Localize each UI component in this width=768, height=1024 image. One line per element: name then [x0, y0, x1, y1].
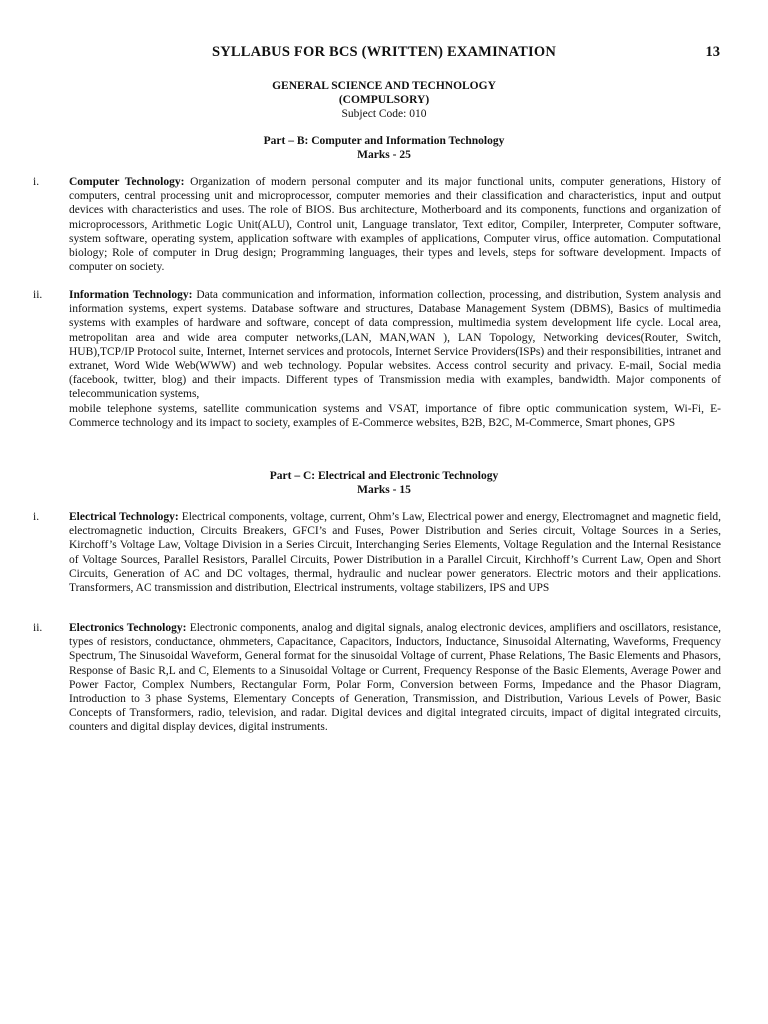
- list-marker: i.: [33, 511, 40, 523]
- part-b-title: Part – B: Computer and Information Technology: [263, 135, 505, 147]
- list-marker: ii.: [33, 289, 43, 301]
- section-term: Information Technology:: [69, 289, 193, 301]
- section-text: Electronic components, analog and digital signals, analog electronic devices, amplifiers and oscillators, resistance, types of resistors, conductance, ohmmeters, Capacitance, Capacitors, Inductors, Inductance, Sinusoidal Alternating, Waveforms, Frequency Spectrum, The Sinusoidal Waveform, General format for the sinusoidal Voltage of current, Phase Relations, The Basic Elements and Phasors, Response of Basic R,L and C, Elements to a Sinusoidal Voltage or Current, Frequency Response of the Basic Elements, Average Power and Power Factor, Complex Numbers, Rectangular Form, Polar Form, Conversion between Forms, Impedance and the Phasor Diagram, Introduction to 3 phase Systems, Elementary Concepts of Generation, Transmission, and Distribution, Various Levels of Power, Basic Concepts of Transformers, radio, television, and radar. Digital devices and digital integrated circuits, impact of digital integrated circuits, counters and digital display devices, digital instruments.: [69, 622, 721, 734]
- part-c-heading: [0, 469, 768, 497]
- section-text: Data communication and information, information collection, processing, and distribution, System analysis and information systems, expert systems. Database software and structures, Database Management System (DBMS), Basics of multimedia systems with examples of hardware and software, concept of data compression, multimedia system development life cycle. Local area, metropolitan area and wide area computer networks,(LAN, MAN,WAN ), LAN Topology, Networking devices(Router, Switch, HUB),TCP/IP Protocol suite, Internet, Internet services and protocols, Internet Service Providers(ISPs) and their responsibilities, intranet and extranet, Word Wide Web(WWW) and web technology. Popular websites. Access control security and privacy. E-mail, Social media (facebook, twitter, blog) and their impacts. Different types of Transmission media with examples, bandwidth. Major components of telecommunication systems,: [69, 289, 721, 401]
- document-title: SYLLABUS FOR BCS (WRITTEN) EXAMINATION: [211, 44, 557, 60]
- section-paragraph: [69, 288, 721, 402]
- page-header: [0, 44, 768, 64]
- section-paragraph: [69, 621, 721, 735]
- section-term: Computer Technology:: [69, 176, 185, 188]
- electronics-technology-section: [33, 621, 721, 735]
- section-term: Electronics Technology:: [69, 622, 187, 634]
- subject-heading: [0, 79, 768, 121]
- subject-subtitle: (COMPULSORY): [338, 94, 430, 106]
- section-text: Organization of modern personal computer and its major functional units, computer generations, History of computers, central processing unit and microprocessor, computer memories and their classification and characteristics, input and output devices with characteristics and uses. The role of BIOS. Bus architecture, Motherboard and its components, functions and organization of microprocessors, Arithmetic Logic Unit(ALU), Control unit, Language translator, Text editor, Compiler, Interpreter, Computer software, system software, operating system, application software with examples of applications, Computer virus, office automation. Computational biology; Role of computer in Drug design; Programming languages, their types and levels, steps for software development. Impacts of computer on society.: [69, 176, 721, 274]
- section-paragraph: [69, 175, 721, 274]
- part-c-marks: Marks - 15: [357, 484, 411, 496]
- computer-technology-section: [33, 175, 721, 274]
- part-b-heading: [0, 134, 768, 162]
- section-paragraph-continued: mobile telephone systems, satellite communication systems and VSAT, importance of fibre optic communication system, Wi-Fi, E-Commerce technology and its impact to society, examples of E-Commerce websites, B2B, B2C, M-Commerce, Smart phones, GPS: [69, 402, 721, 429]
- section-paragraph: [69, 510, 721, 595]
- subject-code: Subject Code: 010: [341, 108, 427, 120]
- section-text: Electrical components, voltage, current, Ohm’s Law, Electrical power and energy, Electromagnet and magnetic field, electromagnetic induction, Circuits Breakers, GFCI’s and Fuses, Power Distribution and Series circuit, Voltage Sources in a Series, Kirchoff’s Voltage Law, Voltage Division in a Series Circuit, Interchanging Series Elements, Voltage Regulation and the Internal Resistance of Voltage Sources, Parallel Resistors, Parallel Circuits, Power Distribution in a Parallel Circuit, Kirchhoff’s Current Law, Open and Short Circuits, Generation of AC and DC voltages, thermal, hydraulic and nuclear power generators. Electric motors and their applications. Transformers, AC transmission and distribution, Electrical instruments, voltage stabilizers, IPS and UPS: [69, 511, 722, 595]
- list-marker: i.: [33, 176, 40, 188]
- subject-title: GENERAL SCIENCE AND TECHNOLOGY: [272, 80, 496, 92]
- section-term: Electrical Technology:: [69, 511, 179, 523]
- electrical-technology-section: [33, 510, 722, 595]
- page-number: 13: [705, 44, 720, 60]
- information-technology-section: [33, 288, 721, 430]
- list-marker: ii.: [33, 622, 43, 634]
- part-b-marks: Marks - 25: [357, 149, 411, 161]
- part-c-title: Part – C: Electrical and Electronic Technology: [269, 470, 499, 482]
